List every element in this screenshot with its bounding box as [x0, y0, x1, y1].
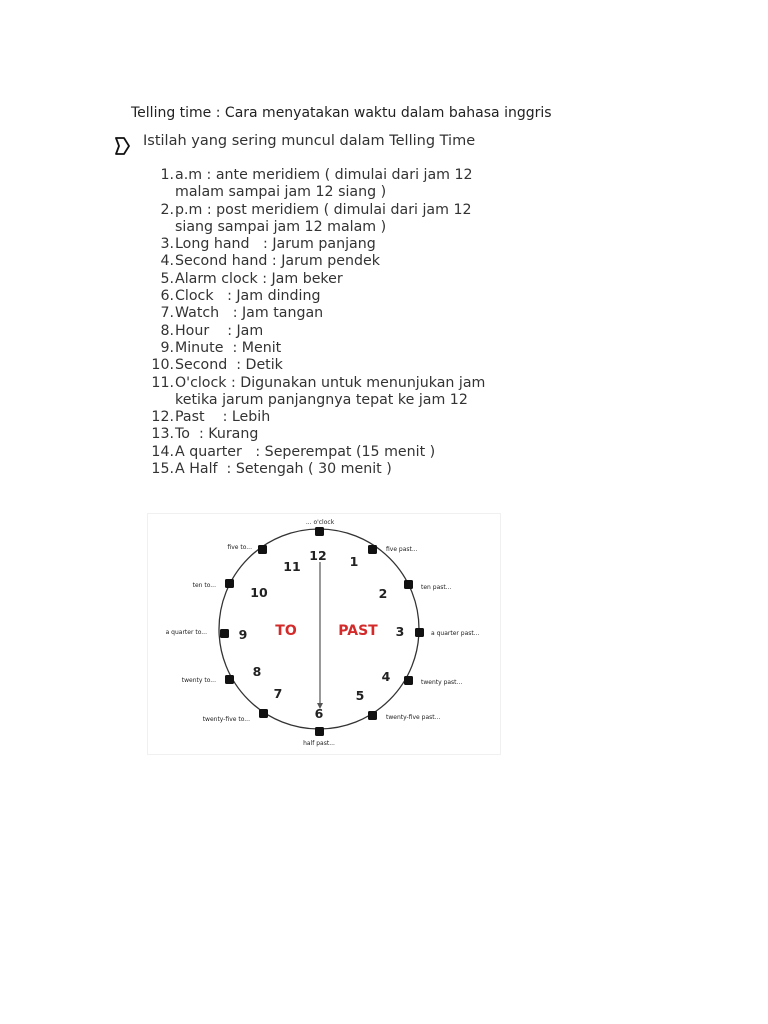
past-label: PAST	[338, 623, 378, 639]
list-item-number: 13.	[151, 426, 174, 443]
label-twenty-to: twenty to...	[181, 677, 216, 684]
marker-9	[220, 629, 229, 638]
list-item	[148, 444, 528, 461]
list-item-text: Past : Lebih	[175, 409, 271, 426]
label-half-past: half past...	[303, 740, 335, 747]
clock-diagram	[147, 513, 501, 755]
list-item-text: Hour : Jam	[175, 322, 264, 339]
hour-11: 11	[283, 559, 301, 574]
list-item	[148, 340, 528, 357]
hour-5: 5	[355, 688, 365, 703]
list-item	[148, 409, 528, 426]
hour-8: 8	[252, 664, 262, 679]
hour-10: 10	[250, 585, 268, 600]
list-item-text: a.m : ante meridiem ( dimulai dari jam 12 malam sampai jam 12 siang )	[175, 167, 473, 201]
label-ten-past: ten past...	[421, 584, 452, 591]
terms-list	[148, 167, 528, 478]
label-twentyfive-to: twenty-five to...	[202, 716, 250, 723]
marker-11	[258, 545, 267, 554]
list-item-number: 7.	[160, 305, 174, 322]
marker-1	[368, 545, 377, 554]
list-item	[148, 426, 528, 443]
list-item-text: O'clock : Digunakan untuk menunjukan jam ketika jarum panjangnya tepat ke jam 12	[175, 374, 486, 408]
list-item-number: 3.	[160, 236, 174, 253]
label-twentyfive-past: twenty-five past...	[386, 714, 441, 721]
list-item-number: 6.	[160, 288, 174, 305]
hour-4: 4	[381, 669, 391, 684]
list-item-number: 1.	[160, 167, 174, 183]
list-item-number: 8.	[160, 322, 174, 339]
page-title: Telling time : Cara menyatakan waktu dalam bahasa inggris	[131, 105, 552, 121]
list-item-text: Alarm clock : Jam beker	[175, 270, 343, 287]
list-item-number: 14.	[151, 443, 174, 460]
list-item-text: Second : Detik	[175, 357, 283, 374]
hour-1: 1	[349, 554, 359, 569]
marker-12	[315, 527, 324, 536]
list-item	[148, 357, 528, 374]
list-item-text: Minute : Menit	[175, 339, 282, 356]
list-item	[148, 305, 528, 322]
list-item-number: 11.	[151, 374, 174, 391]
to-label: TO	[275, 623, 297, 639]
list-item-number: 10.	[151, 357, 174, 374]
hour-2: 2	[378, 586, 388, 601]
list-item	[148, 323, 528, 340]
list-item-number: 15.	[151, 461, 174, 478]
arrow-bullet-icon	[112, 135, 132, 157]
list-item-number: 12.	[151, 409, 174, 426]
hour-12: 12	[309, 548, 327, 563]
marker-6	[315, 727, 324, 736]
label-five-past: five past...	[386, 546, 418, 553]
list-item	[148, 271, 528, 288]
marker-7	[259, 709, 268, 718]
list-item-text: To : Kurang	[175, 426, 259, 443]
list-item	[148, 461, 528, 478]
marker-8	[225, 675, 234, 684]
list-item-text: p.m : post meridiem ( dimulai dari jam 12 siang sampai jam 12 malam )	[175, 201, 472, 235]
list-item-number: 9.	[160, 339, 174, 356]
list-item	[148, 236, 528, 253]
marker-5	[368, 711, 377, 720]
label-quarter-to: a quarter to...	[165, 629, 207, 636]
list-item	[148, 288, 528, 305]
list-item	[148, 167, 528, 202]
hour-7: 7	[273, 686, 283, 701]
hour-6: 6	[314, 706, 324, 721]
list-item-number: 4.	[160, 253, 174, 270]
hour-3: 3	[395, 624, 405, 639]
section-subtitle: Istilah yang sering muncul dalam Telling Time	[143, 133, 476, 149]
list-item	[148, 375, 528, 410]
list-item-text: Clock : Jam dinding	[175, 288, 321, 305]
label-quarter-past: a quarter past...	[431, 630, 480, 637]
label-twenty-past: twenty past...	[421, 679, 463, 686]
hour-9: 9	[238, 627, 248, 642]
list-item-number: 5.	[160, 270, 174, 287]
list-item-text: Watch : Jam tangan	[175, 305, 324, 322]
marker-3	[415, 628, 424, 637]
marker-4	[404, 676, 413, 685]
list-item-number: 2.	[160, 201, 174, 218]
marker-10	[225, 579, 234, 588]
marker-2	[404, 580, 413, 589]
clock-svg	[148, 514, 500, 754]
list-item	[148, 202, 528, 237]
list-item-text: Second hand : Jarum pendek	[175, 253, 380, 270]
list-item-text: A quarter : Seperempat (15 menit )	[175, 443, 436, 460]
list-item-text: Long hand : Jarum panjang	[175, 236, 376, 253]
label-five-to: five to...	[227, 544, 252, 551]
list-item	[148, 253, 528, 270]
list-item-text: A Half : Setengah ( 30 menit )	[175, 461, 392, 478]
label-oclock: ... o'clock	[305, 519, 335, 526]
label-ten-to: ten to...	[192, 582, 216, 589]
